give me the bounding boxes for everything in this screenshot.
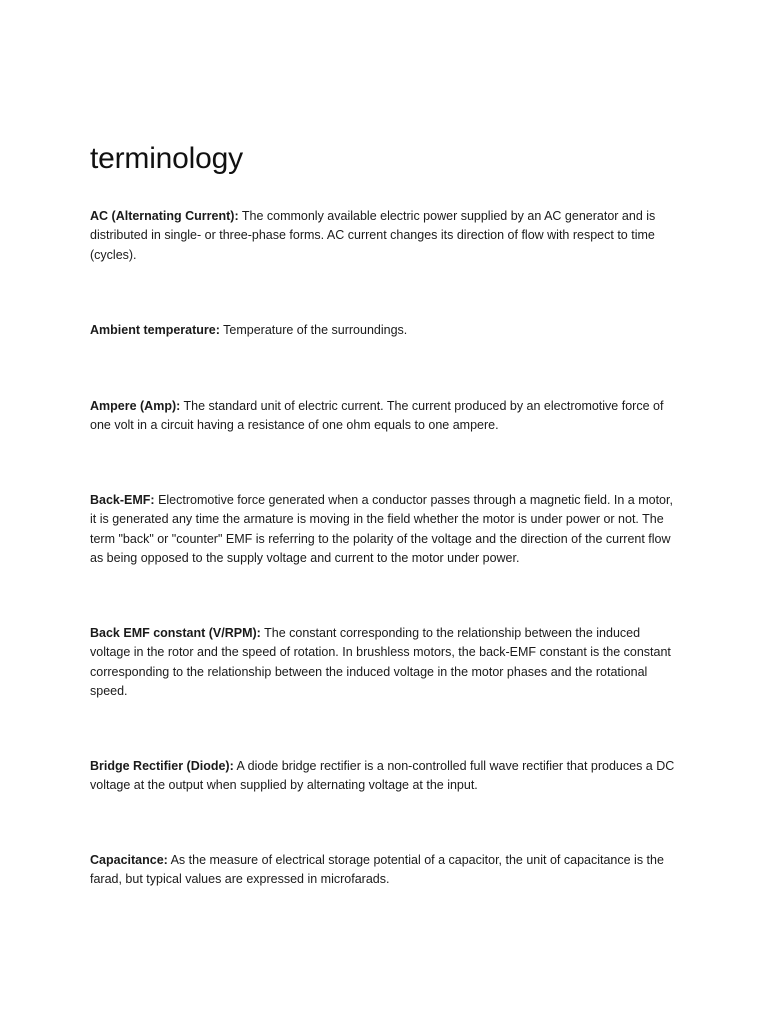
glossary-definition: The commonly available electric power supplied by an AC generator and is distributed in single- or three-phase forms. AC current changes its direction of flow with respect to time (cycles). (90, 209, 656, 262)
glossary-entry-capacitance (90, 851, 680, 890)
glossary-term: Ampere (Amp): (90, 399, 181, 413)
page-title: terminology (90, 142, 243, 175)
glossary-entry-ampere (90, 397, 680, 436)
glossary-definition: The standard unit of electric current. The current produced by an electromotive force of one volt in a circuit having a resistance of one ohm equals to one ampere. (90, 399, 664, 433)
glossary-definition: The constant corresponding to the relationship between the induced voltage in the rotor and the speed of rotation. In brushless motors, the back-EMF constant is the constant corresponding to the relationship between the induced voltage in the motor phases and the rotational speed. (90, 626, 671, 698)
glossary-definition: Electromotive force generated when a conductor passes through a magnetic field. In a motor, it is generated any time the armature is moving in the field whether the motor is under power or not. The term "back" or "counter" EMF is referring to the polarity of the voltage and the direction of the current flow as being opposed to the supply voltage and current to the motor under power. (90, 493, 673, 565)
glossary-entry-back-emf (90, 491, 680, 568)
glossary-entry-bridge-rectifier (90, 757, 680, 796)
glossary-term: Back-EMF: (90, 493, 155, 507)
glossary-term: Bridge Rectifier (Diode): (90, 759, 234, 773)
glossary-term: Back EMF constant (V/RPM): (90, 626, 261, 640)
glossary-definition: Temperature of the surroundings. (219, 323, 408, 337)
glossary-term: AC (Alternating Current): (90, 209, 239, 223)
glossary-entry-ambient-temperature (90, 321, 680, 340)
glossary-term: Ambient temperature: (90, 323, 220, 337)
glossary-definition: As the measure of electrical storage potential of a capacitor, the unit of capacitance is the farad, but typical values are expressed in microfarads. (90, 853, 664, 887)
glossary-term: Capacitance: (90, 853, 168, 867)
glossary-entry-ac (90, 207, 680, 265)
glossary-entry-back-emf-constant (90, 624, 680, 701)
glossary-definition: A diode bridge rectifier is a non-controlled full wave rectifier that produces a DC voltage at the output when supplied by alternating voltage at the input. (90, 759, 675, 793)
